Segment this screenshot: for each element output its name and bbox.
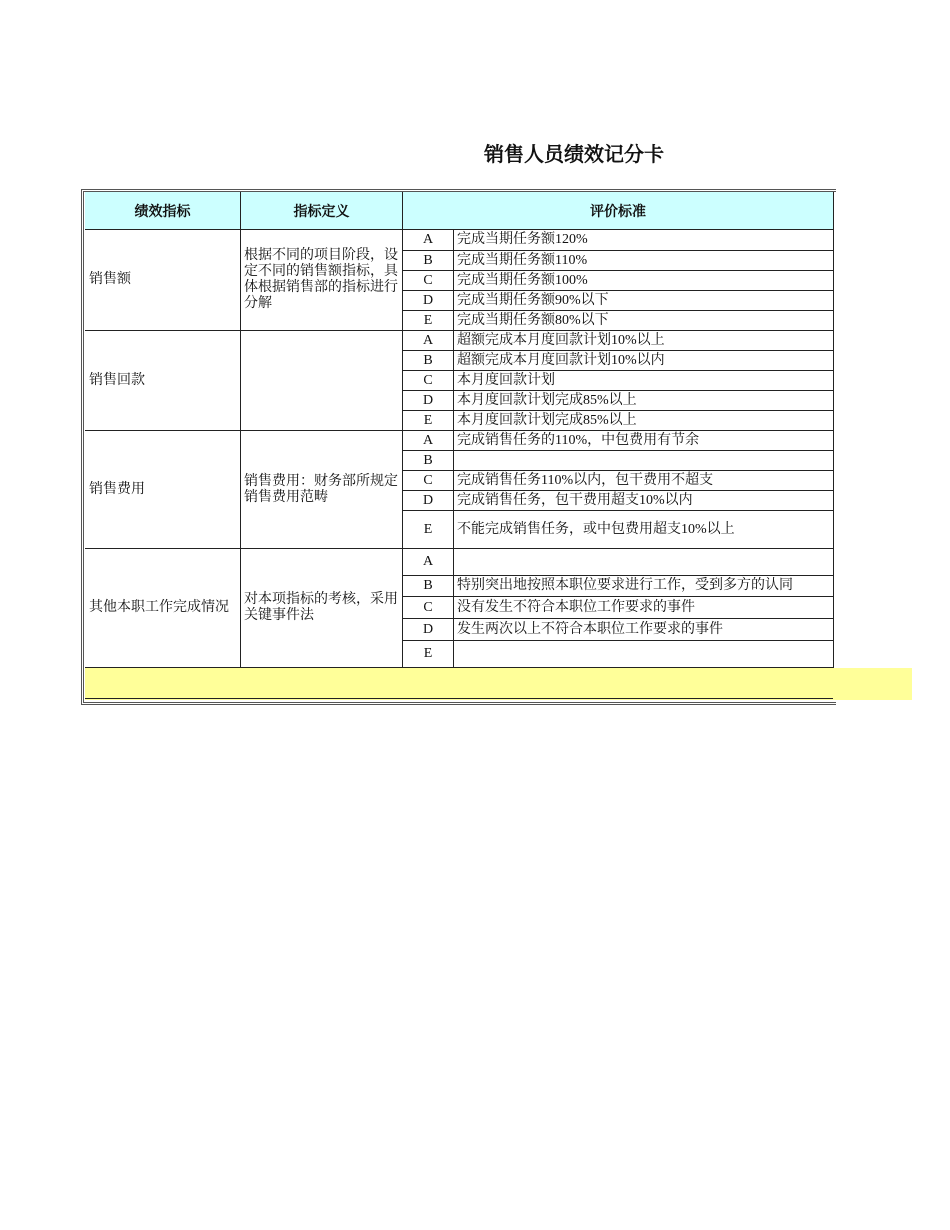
grade-cell: B	[403, 451, 454, 471]
criteria-cell: 本月度回款计划完成85%以上	[454, 411, 834, 431]
grade-cell: D	[403, 291, 454, 311]
header-criteria: 评价标准	[403, 192, 834, 230]
criteria-cell	[454, 641, 834, 668]
criteria-cell: 完成当期任务额120%	[454, 230, 834, 251]
criteria-cell: 发生两次以上不符合本职位工作要求的事件	[454, 619, 834, 641]
criteria-cell: 不能完成销售任务，或中包费用超支10%以上	[454, 511, 834, 549]
grade-cell: D	[403, 491, 454, 511]
definition-cell: 销售费用：财务部所规定销售费用范畴	[241, 431, 403, 549]
criteria-cell: 完成当期任务额90%以下	[454, 291, 834, 311]
criteria-cell: 特别突出地按照本职位要求进行工作，受到多方的认同	[454, 576, 834, 597]
criteria-cell: 完成当期任务额100%	[454, 271, 834, 291]
grade-cell: E	[403, 511, 454, 549]
grade-cell: C	[403, 471, 454, 491]
grade-cell: E	[403, 411, 454, 431]
criteria-cell: 完成销售任务，包干费用超支10%以内	[454, 491, 834, 511]
page-title: 销售人员绩效记分卡	[484, 144, 664, 166]
grade-cell: E	[403, 311, 454, 331]
criteria-cell: 本月度回款计划完成85%以上	[454, 391, 834, 411]
grade-cell: A	[403, 230, 454, 251]
summary-row	[85, 668, 912, 700]
header-indicator: 绩效指标	[85, 192, 241, 230]
grade-cell: C	[403, 371, 454, 391]
grade-cell: B	[403, 251, 454, 271]
grade-cell: A	[403, 331, 454, 351]
grade-cell: B	[403, 576, 454, 597]
grade-cell: D	[403, 619, 454, 641]
criteria-cell: 完成销售任务的110%，中包费用有节余	[454, 431, 834, 451]
criteria-cell	[454, 451, 834, 471]
grade-cell: C	[403, 271, 454, 291]
grade-cell: A	[403, 431, 454, 451]
grade-cell: A	[403, 549, 454, 576]
grade-cell: C	[403, 597, 454, 619]
indicator-cell: 其他本职工作完成情况	[85, 549, 241, 668]
definition-cell: 根据不同的项目阶段，设定不同的销售额指标，具体根据销售部的指标进行分解	[241, 230, 403, 331]
criteria-cell: 没有发生不符合本职位工作要求的事件	[454, 597, 834, 619]
criteria-cell: 本月度回款计划	[454, 371, 834, 391]
indicator-cell: 销售费用	[85, 431, 241, 549]
grade-cell: B	[403, 351, 454, 371]
criteria-cell: 完成销售任务110%以内，包干费用不超支	[454, 471, 834, 491]
header-definition: 指标定义	[241, 192, 403, 230]
grade-cell: D	[403, 391, 454, 411]
footer-divider	[85, 698, 833, 699]
criteria-cell	[454, 549, 834, 576]
criteria-cell: 超额完成本月度回款计划10%以上	[454, 331, 834, 351]
criteria-cell: 完成当期任务额110%	[454, 251, 834, 271]
criteria-cell: 超额完成本月度回款计划10%以内	[454, 351, 834, 371]
definition-cell	[241, 331, 403, 431]
criteria-cell: 完成当期任务额80%以下	[454, 311, 834, 331]
indicator-cell: 销售额	[85, 230, 241, 331]
definition-cell: 对本项指标的考核，采用关键事件法	[241, 549, 403, 668]
grade-cell: E	[403, 641, 454, 668]
indicator-cell: 销售回款	[85, 331, 241, 431]
